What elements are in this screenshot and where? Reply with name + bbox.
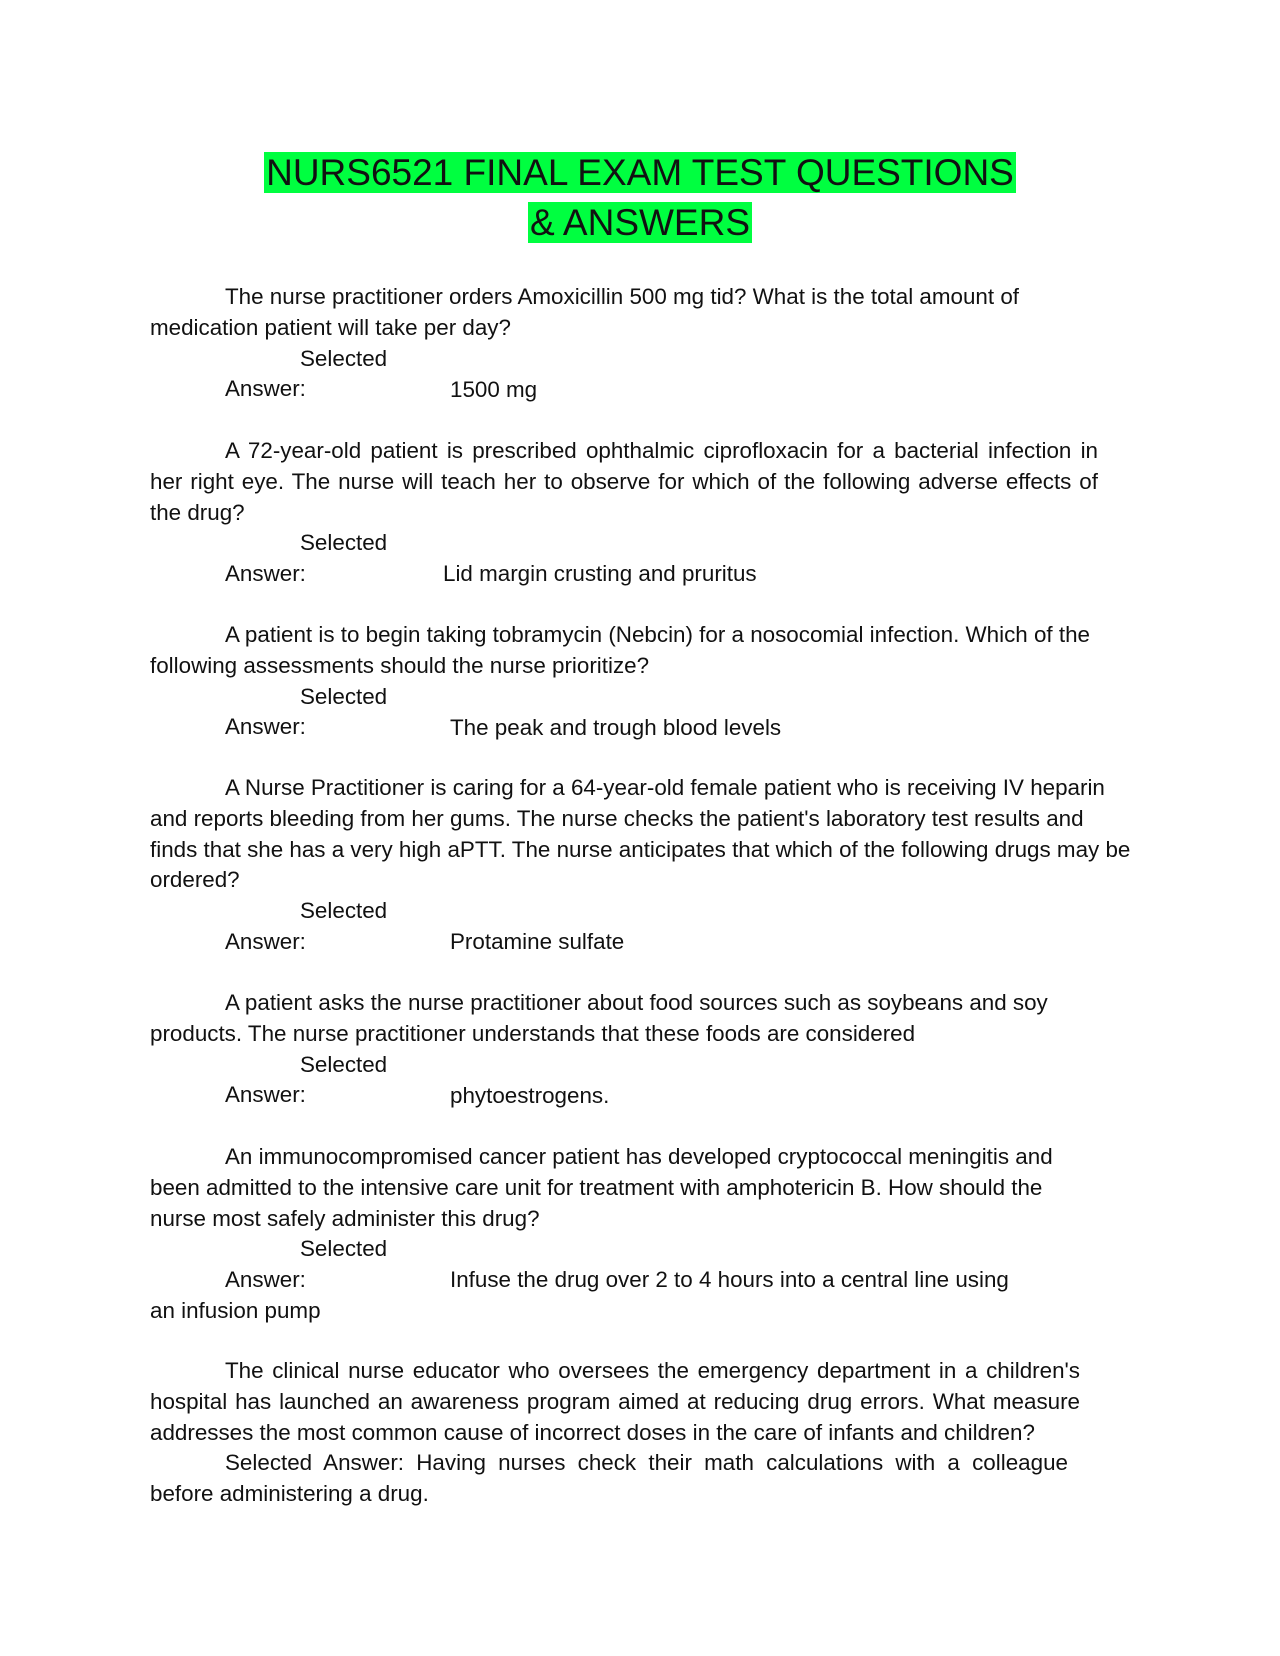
selected-answer-value: Lid margin crusting and pruritus (443, 561, 757, 587)
question-text: An immunocompromised cancer patient has developed cryptococcal meningitis and been admitted to the intensive care unit for treatment with amphotericin B. How should the nurse most safely administer this drug? (150, 1144, 1053, 1231)
question-text: A Nurse Practitioner is caring for a 64-year-old female patient who is receiving IV heparin and reports bleeding from her gums. The nurse checks the patient's laboratory test results and finds that she has a very high aPTT. The nurse anticipates that which of the following drugs may be ordered? (150, 775, 1131, 893)
selected-answer-value: phytoestrogens. (450, 1082, 610, 1108)
question-text: The clinical nurse educator who oversees the emergency department in a children's hospital has launched an awareness program aimed at reducing drug errors. What measure addresses the most common cause of incorrect doses in the care of infants and children? (150, 1358, 1080, 1445)
question-block (150, 773, 1135, 958)
selected-answer-row (150, 682, 1130, 744)
question-block (150, 620, 1130, 743)
question-text: The nurse practitioner orders Amoxicillin 500 mg tid? What is the total amount of medication patient will take per day? (150, 284, 1020, 340)
selected-answer-row (150, 1448, 1068, 1510)
question-block (150, 436, 1098, 590)
question-block (150, 988, 1070, 1111)
selected-answer-value: Infuse the drug over 2 to 4 hours into a central line using an infusion pump (150, 1267, 1009, 1323)
selected-answer-label: Selected Answer: (225, 898, 388, 954)
question-block (150, 1142, 1095, 1327)
title-line-1: NURS6521 FINAL EXAM TEST QUESTIONS (266, 152, 1014, 193)
selected-answer-label: Selected Answer: (225, 683, 388, 740)
selected-answer-label: Selected Answer: (225, 1450, 405, 1476)
document-title (0, 148, 1280, 248)
selected-answer-value: Protamine sulfate (450, 928, 625, 954)
question-text: A 72-year-old patient is prescribed ophthalmic ciprofloxacin for a bacterial infection in her right eye. The nurse will teach her to observe for which of the following adverse effects of the drug? (150, 438, 1098, 525)
selected-answer-value: Having nurses check their math calculations with a colleague before administering a drug. (150, 1450, 1068, 1507)
selected-answer-label: Selected Answer: (225, 530, 388, 587)
question-text: A patient is to begin taking tobramycin (Nebcin) for a nosocomial infection. Which of the following assessments should the nurse prioritize? (150, 622, 1090, 678)
selected-answer-label: Selected Answer: (225, 1051, 388, 1108)
selected-answer-value: The peak and trough blood levels (450, 714, 782, 740)
selected-answer-value: 1500 mg (450, 376, 538, 402)
selected-answer-row (150, 896, 1135, 958)
selected-answer-row (150, 1234, 1035, 1326)
selected-answer-row (150, 344, 1060, 406)
question-text: A patient asks the nurse practitioner about food sources such as soybeans and soy products. The nurse practitioner understands that these foods are considered (150, 990, 1048, 1046)
selected-answer-label: Selected Answer: (225, 345, 388, 402)
question-block (150, 1356, 1080, 1510)
question-block (150, 282, 1060, 405)
selected-answer-label: Selected Answer: (225, 1236, 388, 1293)
selected-answer-row (150, 528, 1098, 590)
selected-answer-row (150, 1050, 1070, 1112)
title-line-2: & ANSWERS (530, 202, 750, 243)
